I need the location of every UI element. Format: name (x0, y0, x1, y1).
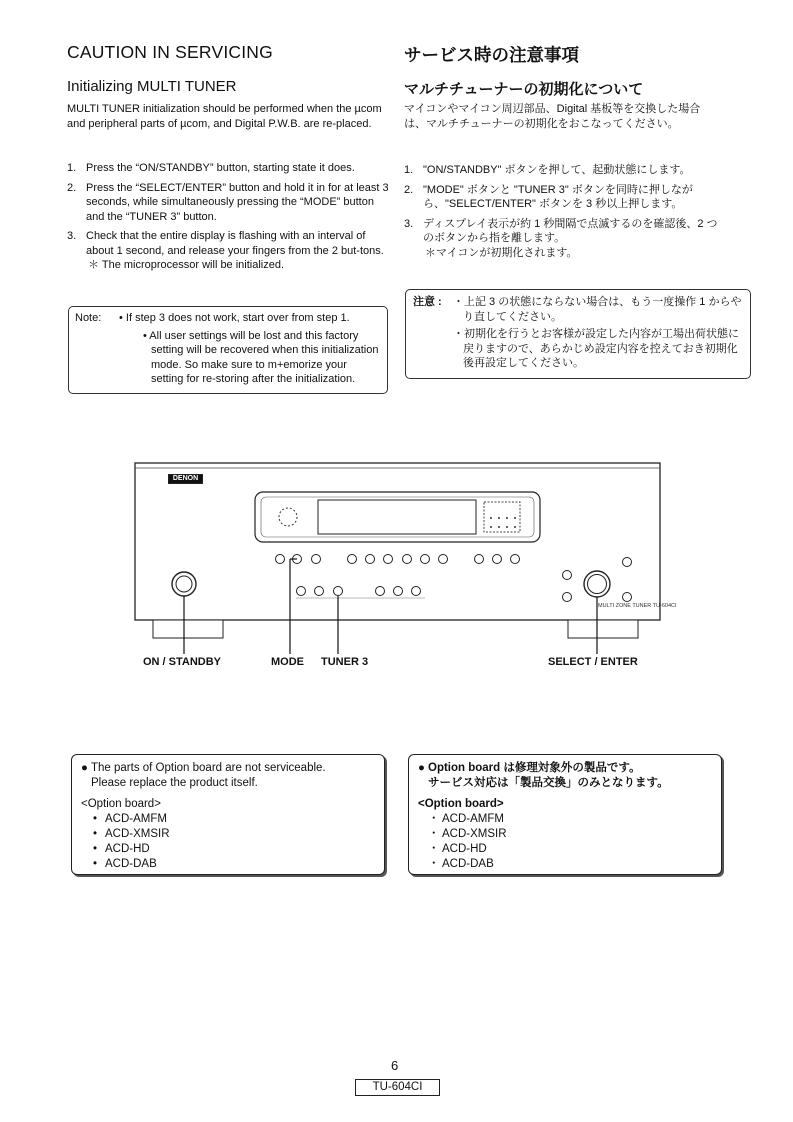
list-item: ・ ACD-DAB (430, 857, 712, 872)
left-note-box: Note: • If step 3 does not work, start over from step 1. • All user settings will be lost and this factory setting will be recovered when this initialization mode. So make sure to m+emorize your setting for re-storing after the initialization. (68, 306, 388, 394)
left-title: CAUTION IN SERVICING (67, 42, 273, 62)
callout-mode: MODE (271, 656, 304, 668)
footer-model: TU-604CI (355, 1079, 440, 1096)
list-item: ・ ACD-HD (430, 842, 712, 857)
note-label-jp: 注意 : (413, 296, 442, 308)
callout-select-enter: SELECT / ENTER (548, 656, 638, 668)
right-intro: マイコンやマイコン周辺部品、Digital 基板等を交換した場合は、マルチチューナーの初期化をおこなってください。 (404, 103, 701, 130)
list-item: • ACD-DAB (93, 857, 375, 872)
callout-on-standby: ON / STANDBY (143, 656, 222, 668)
list-item: • ACD-AMFM (93, 812, 375, 827)
left-step-1: 1. Press the “ON/STANDBY” button, starting state it does. (67, 162, 355, 174)
list-item: ・ ACD-AMFM (430, 812, 712, 827)
right-step-3-sub: ＊マイコンが初期化されます。 (425, 246, 578, 259)
right-steps (404, 163, 722, 265)
option-board-box-en: ● The parts of Option board are not serviceable. Please replace the product itself. <Option board> • ACD-AMFM • ACD-XMSIR • ACD-HD • ACD-DAB (71, 754, 385, 875)
left-step-3-sub: ＊ The microprocessor will be initialized. (88, 259, 285, 271)
list-item: • ACD-XMSIR (93, 827, 375, 842)
left-steps (67, 161, 389, 278)
device-front-panel (0, 455, 793, 685)
left-step-3: 3. Check that the entire display is flashing with an interval of about 1 second, and release your fingers from the 2 but-tons. ＊ The microprocessor will be initialized. (67, 229, 389, 273)
option-board-list (81, 812, 375, 872)
device-model-label: MULTI ZONE TUNER TU-604CI (598, 603, 677, 609)
right-step-1: 1. "ON/STANDBY" ボタンを押して、起動状態にします。 (404, 164, 691, 176)
option-board-heading-jp: <Option board> (418, 798, 504, 810)
bullet-icon: ● (418, 762, 425, 774)
note-label: Note: (75, 312, 102, 324)
right-step-2: 2. "MODE" ボタンと "TUNER 3" ボタンを同時に押しながら、"SELECT/ENTER" ボタンを 3 秒以上押します。 (404, 183, 693, 210)
option-board-list-jp (418, 812, 712, 872)
option-board-box-jp: ● Option board は修理対象外の製品です。 サービス対応は「製品交換」のみとなります。 <Option board> ・ ACD-AMFM ・ ACD-XMSIR ・ ACD-HD ・ ACD-DAB (408, 754, 722, 875)
left-step-2: 2. Press the “SELECT/ENTER” button and hold it in for at least 3 seconds, while simultaneously pressing the “MODE” button and the “TUNER 3” button. (67, 181, 389, 223)
page-number: 6 (391, 1058, 399, 1073)
left-intro: MULTI TUNER initialization should be performed when the µcom and peripheral parts of µcom, and Digital P.W.B. are re-placed. (67, 103, 382, 130)
right-note-box: 注意 : ・上記 3 の状態にならない場合は、もう一度操作 1 からやり直してください。 ・初期化を行うとお客様が設定した内容が工場出荷状態に戻りますので、あらかじめ設定内容を控えておき初期化後再設定してください。 (405, 289, 751, 379)
left-subtitle: Initializing MULTI TUNER (67, 78, 237, 95)
right-subtitle: マルチチューナーの初期化について (404, 81, 644, 98)
bullet-icon: ● (81, 762, 88, 774)
option-board-heading: <Option board> (81, 798, 161, 810)
right-step-3: 3. ディスプレイ表示が約 1 秒間隔で点滅するのを確認後、2 つのボタンから指を離します。 ＊マイコンが初期化されます。 (404, 217, 722, 261)
list-item: ・ ACD-XMSIR (430, 827, 712, 842)
right-title: サービス時の注意事項 (404, 45, 579, 65)
callout-tuner3: TUNER 3 (321, 656, 369, 668)
list-item: • ACD-HD (93, 842, 375, 857)
brand-logo: DENON (168, 474, 203, 484)
